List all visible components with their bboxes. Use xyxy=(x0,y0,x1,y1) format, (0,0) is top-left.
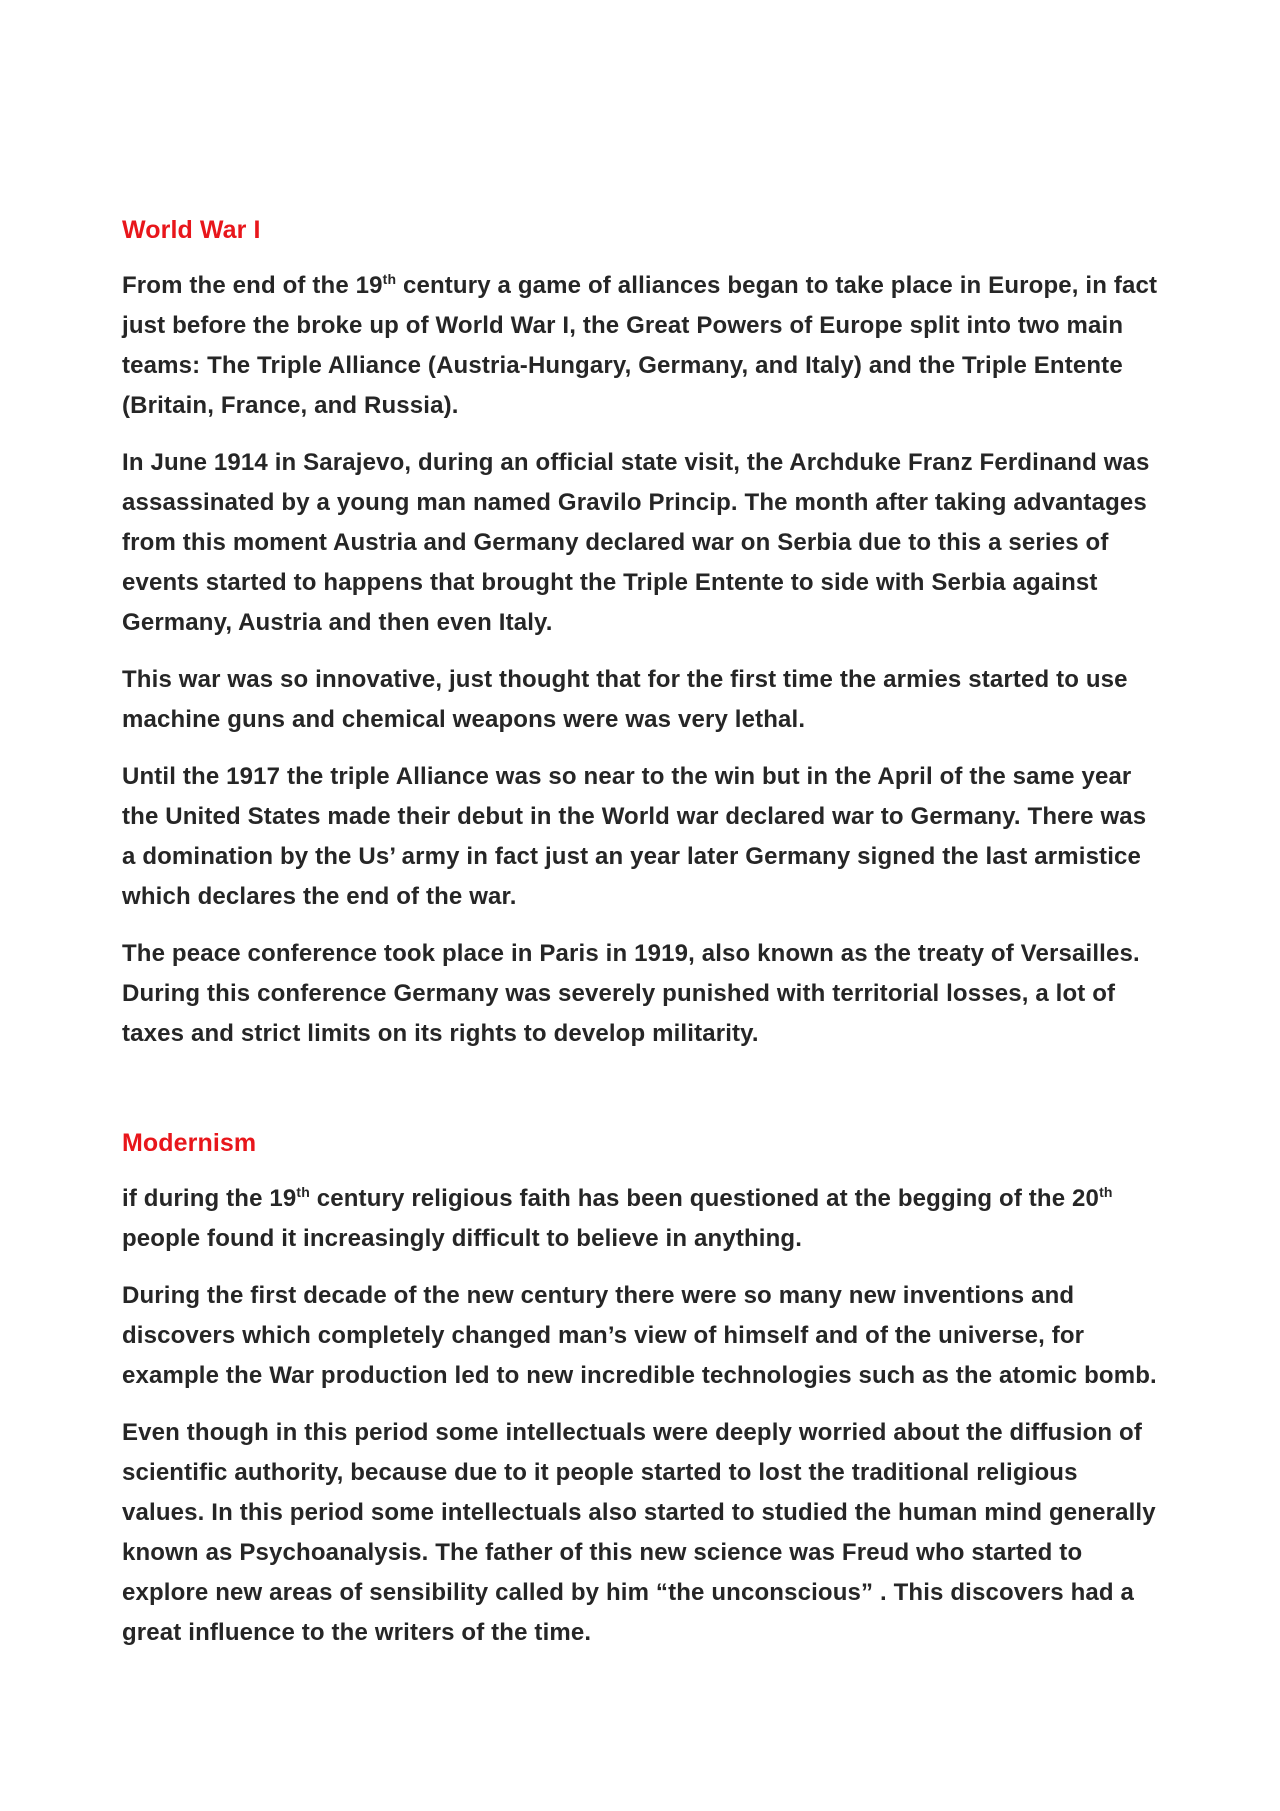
paragraph-alliances xyxy=(122,266,1162,426)
paragraph-innovation: This war was so innovative, just thought that for the first time the armies started to use machine guns and chemical weapons were was very lethal. xyxy=(122,666,1128,733)
paragraph-text: if during the 19 xyxy=(122,1185,297,1212)
superscript-th: th xyxy=(1099,1184,1113,1200)
paragraph-text: From the end of the 19 xyxy=(122,272,383,299)
paragraph-text: century religious faith has been questioned at the begging of the 20 xyxy=(309,1185,1100,1212)
section-title-modernism: Modernism xyxy=(122,1129,257,1157)
paragraph-text: people found it increasingly difficult to believe in anything. xyxy=(122,1225,803,1252)
paragraph-inventions: During the first decade of the new century there were so many new inventions and discovers which completely changed man’s view of himself and of the universe, for example the War production led to new incredible technologies such as the atomic bomb. xyxy=(122,1282,1157,1389)
superscript-th: th xyxy=(382,271,397,287)
section-title-world-war-i: World War I xyxy=(122,216,261,244)
paragraph-psychoanalysis: Even though in this period some intellectuals were deeply worried about the diffusion of scientific authority, because due to it people started to lost the traditional religious values. In this period some intellectuals also started to studied the human mind generally known as Psychoanalysis. The father of this new science was Freud who started to explore new areas of sensibility called by him “the unconscious” . This discovers had a great influence to the writers of the time. xyxy=(122,1419,1156,1646)
paragraph-versailles: The peace conference took place in Paris in 1919, also known as the treaty of Versailles. During this conference Germany was severely punished with territorial losses, a lot of taxes and strict limits on its rights to develop militarity. xyxy=(122,940,1140,1047)
paragraph-sarajevo: In June 1914 in Sarajevo, during an official state visit, the Archduke Franz Ferdinand was assassinated by a young man named Gravilo Princip. The month after taking advantages from this moment Austria and Germany declared war on Serbia due to this a series of events started to happens that brought the Triple Entente to side with Serbia against Germany, Austria and then even Italy. xyxy=(122,449,1150,636)
superscript-th: th xyxy=(296,1184,310,1200)
paragraph-text: century a game of alliances began to take place in Europe, in fact just before the broke up of World War I, the Great Powers of Europe split into two main teams: The Triple Alliance (Austria-Hungary, Germany, and Italy) and the Triple Entente (Britain, France, and Russia). xyxy=(122,272,1158,419)
paragraph-united-states: Until the 1917 the triple Alliance was so near to the win but in the April of the same year the United States made their debut in the World war declared war to Germany. There was a domination by the Us’ army in fact just an year later Germany signed the last armistice which declares the end of the war. xyxy=(122,763,1147,910)
document-page xyxy=(122,212,1162,1670)
section-spacer xyxy=(122,1071,1162,1125)
paragraph-religious-faith xyxy=(122,1179,1162,1259)
